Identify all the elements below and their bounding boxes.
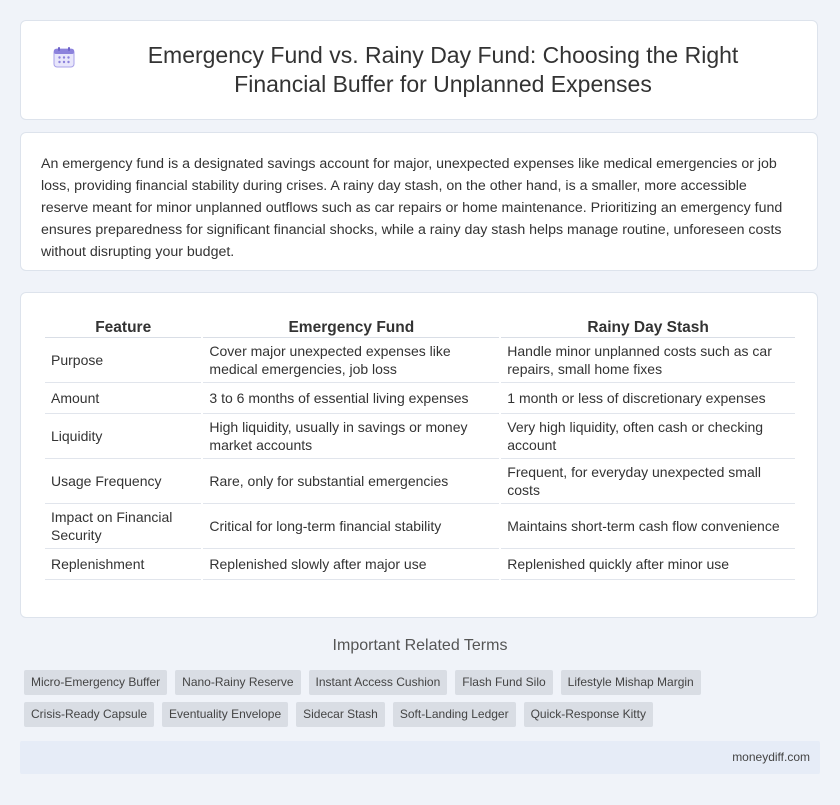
row-feature: Amount <box>45 383 201 414</box>
table-row <box>45 338 795 383</box>
calendar-icon <box>51 44 77 70</box>
related-terms-title: Important Related Terms <box>332 637 508 654</box>
row-emergency-fund: 3 to 6 months of essential living expenses <box>203 383 499 414</box>
header-feature: Feature <box>45 315 201 338</box>
footer <box>20 741 820 774</box>
table-row <box>45 459 795 504</box>
related-term-tag[interactable]: Crisis-Ready Capsule <box>24 702 154 727</box>
table-row <box>45 504 795 549</box>
tag-row <box>24 702 804 727</box>
row-emergency-fund: Rare, only for substantial emergencies <box>203 459 499 504</box>
row-feature: Impact on Financial Security <box>45 504 201 549</box>
row-feature: Usage Frequency <box>45 459 201 504</box>
comparison-card <box>20 292 818 618</box>
header-emergency-fund: Emergency Fund <box>203 315 499 338</box>
related-term-tag[interactable]: Eventuality Envelope <box>162 702 288 727</box>
related-term-tag[interactable]: Soft-Landing Ledger <box>393 702 516 727</box>
row-rainy-day-stash: Very high liquidity, often cash or checking account <box>501 414 795 459</box>
row-emergency-fund: Replenished slowly after major use <box>203 549 499 580</box>
related-term-tag[interactable]: Quick-Response Kitty <box>524 702 653 727</box>
related-term-tag[interactable]: Nano-Rainy Reserve <box>175 670 300 695</box>
row-emergency-fund: Cover major unexpected expenses like medical emergencies, job loss <box>203 338 499 383</box>
header-rainy-day-stash: Rainy Day Stash <box>501 315 795 338</box>
row-rainy-day-stash: 1 month or less of discretionary expenses <box>501 383 795 414</box>
table-row <box>45 549 795 580</box>
header-card <box>20 20 818 120</box>
row-rainy-day-stash: Handle minor unplanned costs such as car repairs, small home fixes <box>501 338 795 383</box>
row-rainy-day-stash: Frequent, for everyday unexpected small costs <box>501 459 795 504</box>
footer-site-link[interactable]: moneydiff.com <box>732 750 810 764</box>
comparison-table <box>43 315 797 580</box>
row-rainy-day-stash: Replenished quickly after minor use <box>501 549 795 580</box>
row-feature: Liquidity <box>45 414 201 459</box>
table-header-row <box>45 315 795 338</box>
row-rainy-day-stash: Maintains short-term cash flow convenience <box>501 504 795 549</box>
related-term-tag[interactable]: Lifestyle Mishap Margin <box>561 670 701 695</box>
related-term-tag[interactable]: Sidecar Stash <box>296 702 385 727</box>
page-title: Emergency Fund vs. Rainy Day Fund: Choosing the Right Financial Buffer for Unplanned Expenses <box>147 42 739 97</box>
row-emergency-fund: High liquidity, usually in savings or money market accounts <box>203 414 499 459</box>
row-feature: Purpose <box>45 338 201 383</box>
table-row <box>45 383 795 414</box>
related-terms-list <box>24 670 804 734</box>
row-emergency-fund: Critical for long-term financial stability <box>203 504 499 549</box>
related-term-tag[interactable]: Flash Fund Silo <box>455 670 552 695</box>
intro-card <box>20 132 818 271</box>
related-term-tag[interactable]: Micro-Emergency Buffer <box>24 670 167 695</box>
tag-row <box>24 670 804 695</box>
related-term-tag[interactable]: Instant Access Cushion <box>309 670 448 695</box>
table-row <box>45 414 795 459</box>
row-feature: Replenishment <box>45 549 201 580</box>
intro-paragraph: An emergency fund is a designated savings account for major, unexpected expenses like medical emergencies or job loss, providing financial stability during crises. A rainy day stash, on the other hand, is a smaller, more accessible reserve meant for minor unplanned outflows such as car repairs or home maintenance. Prioritizing an emergency fund ensures preparedness for significant financial shocks, while a rainy day stash helps manage routine, unforeseen costs without disrupting your budget. <box>41 156 783 260</box>
